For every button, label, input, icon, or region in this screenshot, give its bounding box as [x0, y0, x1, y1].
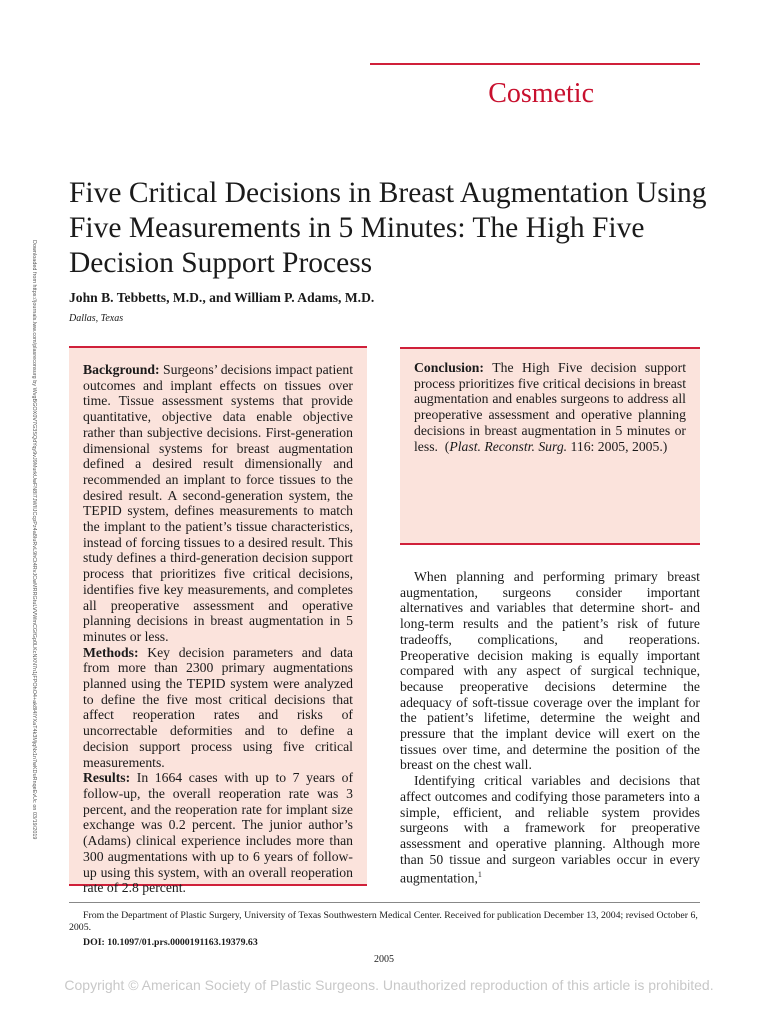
abstract-conclusion: Conclusion: The High Five decision support process prioritizes five critical decisions in breast augmentation and enables surgeons to address all preoperative assessment and operative planning decisions in breast augmentation in 5 minutes or less. (Plast. Reconstr. Surg. 116: 2005, 2005.): [414, 360, 686, 454]
article-body: [400, 569, 700, 887]
footnote-rule: [69, 902, 700, 903]
abstract-results: [83, 770, 353, 896]
section-heading: Cosmetic: [488, 78, 594, 109]
conclusion-text: The High Five decision support process prioritizes five critical decisions in breast augmentation and enables surgeons to address all preoperative assessment and operative planning decisions in breast augmentation in 5 minutes or less.: [414, 360, 686, 454]
citation-journal: Plast. Reconstr. Surg.: [449, 438, 568, 454]
download-watermark-text: Downloaded from https://journals.lww.com/plasreconsurg by WvgBGOX0V7G3SQdYqy9vJ9MurkUwFN8I7JWIIJCcpPz4a8IuRvL9hCt4RvJCwMRRGtuLVVWmCGfGp0LKcNXN7n1jFPOhO4+ak8l4IYXaT4k3MjqNx1n7wKDuRnqeEvUc on 03/19/2019: [31, 240, 37, 840]
conclusion-label: Conclusion:: [414, 360, 484, 375]
abstract-methods: [83, 645, 353, 771]
abstract-text-right: [414, 360, 686, 454]
methods-label: Methods:: [83, 644, 139, 660]
download-watermark: [27, 240, 37, 860]
abstract-box-right: [400, 347, 700, 545]
methods-text: Key decision parameters and data from more than 2300 primary augmentations planned using the TEPID system were analyzed to define the five most critical decisions that affect reoperation rates and risks of uncorrectable deformities and to define a decision support process using five critical measurements.: [83, 644, 354, 770]
section-rule: [370, 63, 700, 65]
abstract-box-left: [69, 346, 367, 896]
affiliation-footnote: From the Department of Plastic Surgery, University of Texas Southwestern Medical Center. Received for publication December 13, 2004; revised October 6, 2005.: [69, 910, 698, 933]
citation-details: 116: 2005, 2005.): [570, 438, 668, 454]
background-label: Background:: [83, 362, 160, 377]
abstract-text-left: [83, 362, 353, 896]
body-paragraph-2: [400, 773, 700, 886]
background-text: Surgeons’ decisions impact patient outcomes and implant effects on tissues over time. Tissue assessment systems that provide quantitative, objective data enable objective rather than subjective decisions. First-generation dimensional systems for breast augmentation defined a desired result dimensionally and recommended an implant to force tissues to the desired result. A second-generation system, the TEPID system, defines measurements to match the implant to the patient’s tissue characteristics, instead of forcing tissues to a desired result. This study defines a third-generation decision support process that prioritizes five critical decisions, identifies five key measurements, and completes all preoperative assessment and operative planning decisions in breast augmentation in 5 minutes or less.: [83, 362, 353, 644]
page-number: 2005: [374, 954, 394, 965]
reference-superscript: 1: [477, 870, 482, 880]
results-label: Results:: [83, 770, 131, 786]
article-title: Five Critical Decisions in Breast Augmentation Using Five Measurements in 5 Minutes: The High Five Decision Support Process: [69, 177, 707, 279]
author-location: Dallas, Texas: [69, 313, 124, 324]
abstract-background: [83, 362, 353, 645]
doi: DOI: 10.1097/01.prs.0000191163.19379.63: [83, 937, 258, 948]
copyright-notice: Copyright © American Society of Plastic Surgeons. Unauthorized reproduction of this article is prohibited.: [64, 977, 714, 993]
body-paragraph-2-text: Identifying critical variables and decisions that affect outcomes and codifying those parameters into a simple, efficient, and reliable system provides surgeons with a framework for preoperative assessment and operative planning. Although more than 50 tissue and surgeon variables occur in every augmentation,: [400, 773, 700, 886]
authors: John B. Tebbetts, M.D., and William P. Adams, M.D.: [69, 290, 375, 305]
body-paragraph-1: When planning and performing primary breast augmentation, surgeons consider important alternatives and variables that determine short- and long-term results and the patient’s risk of future tradeoffs, complications, and reoperations. Preoperative decision making is equally important compared with any aspect of surgical technique, because preoperative decisions determine the adequacy of soft-tissue coverage over the implant for the patient’s lifetime, determine the weight and pressure that the implant device will exert on the tissues over time, and determine the position of the breast on the chest wall.: [400, 569, 700, 773]
results-text: In 1664 cases with up to 7 years of follow-up, the overall reoperation rate was 3 percent, and the reoperation rate for implant size exchange was 0.2 percent. The junior author’s (Adams) clinical experience includes more than 300 augmentations with up to 6 years of follow-up using this system, with an overall reoperation rate of 2.8 percent.: [83, 770, 354, 896]
